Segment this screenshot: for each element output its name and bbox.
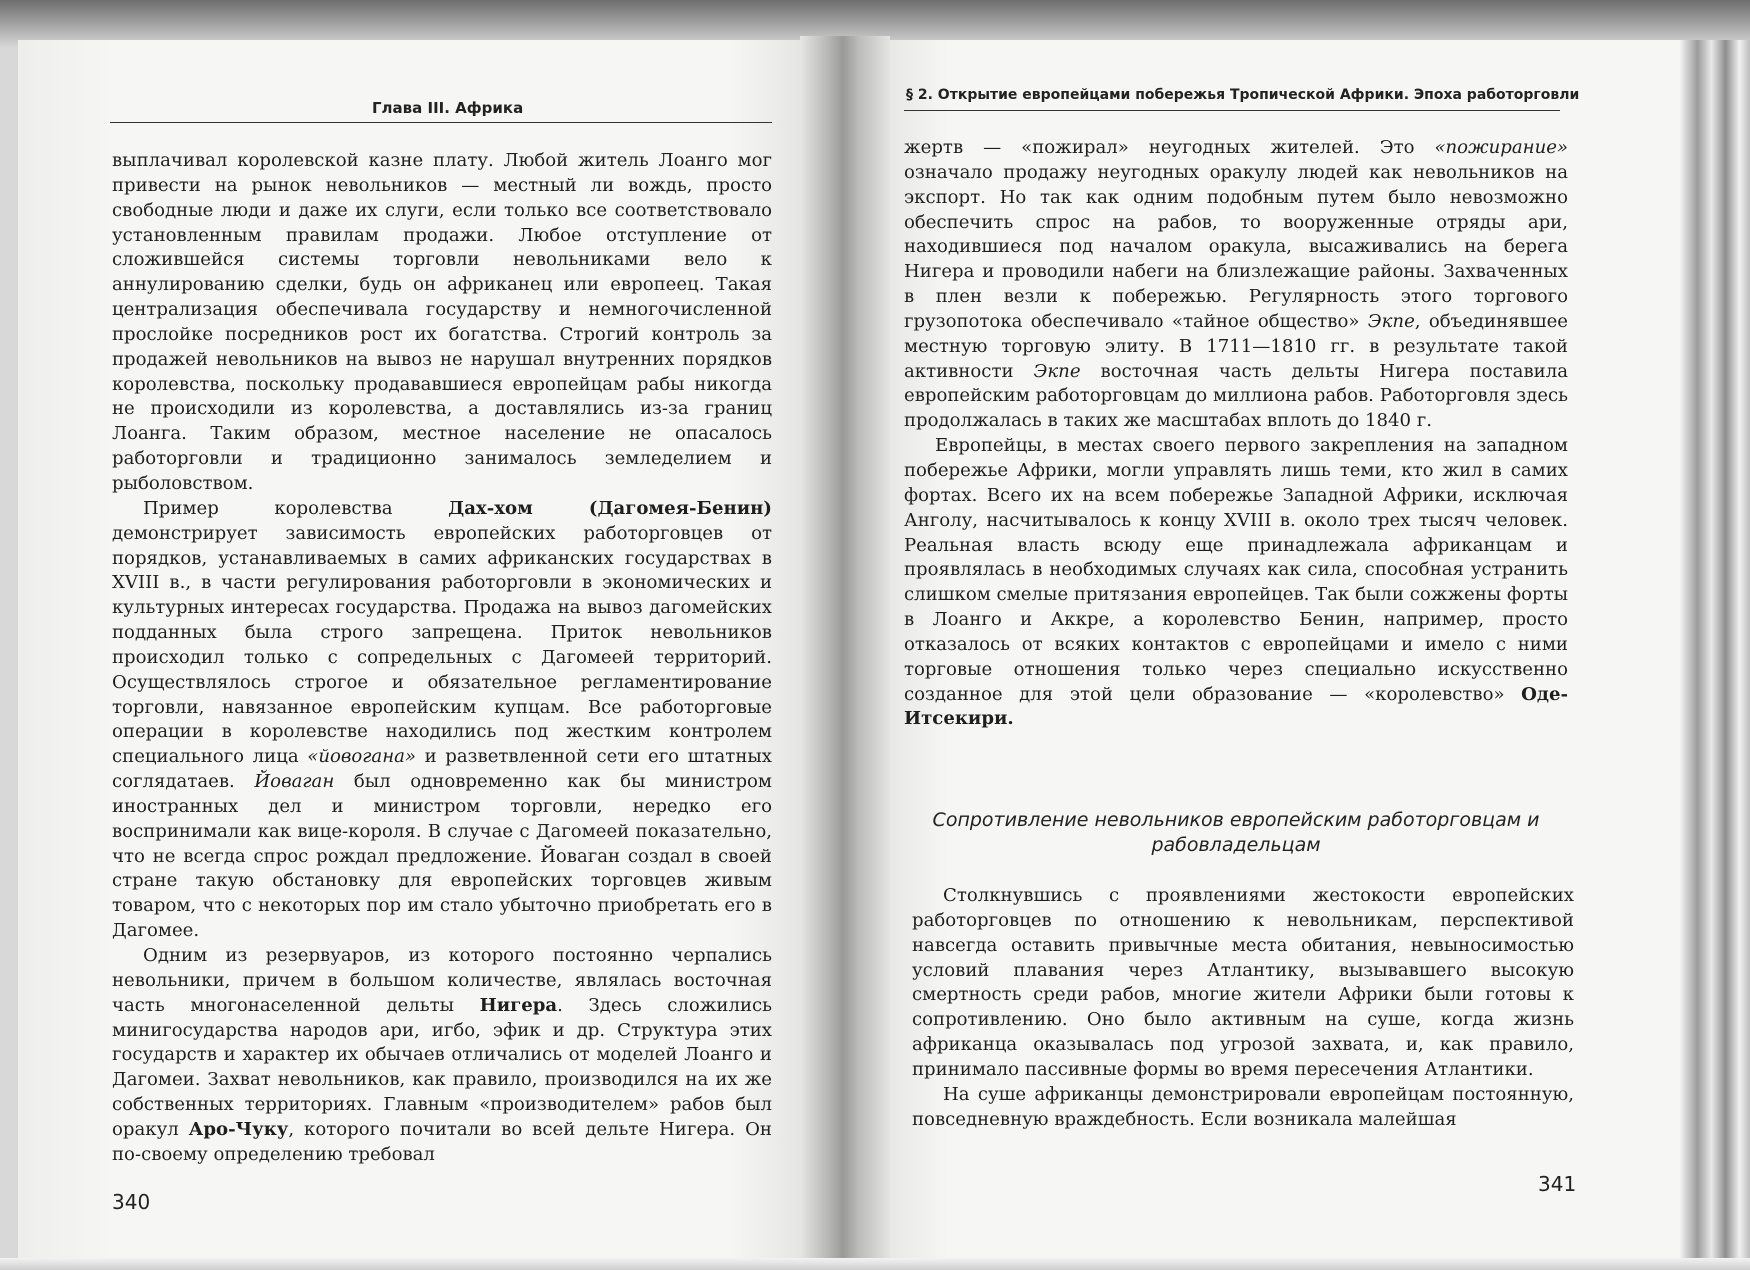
right-running-head: § 2. Открытие европейцами побережья Тропической Африки. Эпоха работорговли [906,87,1580,103]
left-body-text [112,149,772,1168]
right-body-text-top [904,136,1568,732]
right-header-rule [904,110,1560,111]
left-paragraph: Одним из резервуаров, из которого постоянно черпались невольники, причем в большом количестве, являлась восточная часть многонаселенной дельты Нигера. Здесь сложились минигосударства народов ари, игбо, эфик и др. Структура этих государств и характер их обычаев отличались от моделей Лоанго и Дагомеи. Захват невольников, как правило, производился на их же собственных территориях. Главным «производителем» рабов был оракул Аро-Чуку, которого почитали во всей дельте Нигера. Он по-своему определению требовал [112,945,772,1165]
right-top-paragraph: жертв — «пожирал» неугодных жителей. Это «пожирание» означало продажу неугодных оракулу людей как невольников на экспорт. Но так как одним подобным путем было невозможно обеспечить спрос на рабов, то вооруженные отряды ари, находившиеся под началом оракула, высаживались на берега Нигера и проводили набеги на близлежащие районы. Захваченных в плен везли к побережью. Регулярность этого торгового грузопотока обеспечивало «тайное общество» Экпе, объединявшее местную торговую элиту. В 1711—1810 гг. в результате такой активности Экпе восточная часть дельты Нигера поставила европейским работорговцам до миллиона рабов. Работорговля здесь продолжалась в таких же масштабах вплоть до 1840 г. [904,137,1568,432]
left-running-head: Глава III. Африка [372,99,524,117]
bold-term: Нигера [479,994,558,1016]
right-bottom-paragraph: Столкнувшись с проявлениями жестокости европейских работорговцев по отношению к невольникам, перспективой навсегда оставить привычные места обитания, невыносимостью условий плавания через Атлантику, вызывавшего высокую смертность среди рабов, многие жители Африки были готовы к сопротивлению. Оно было активным на суше, когда жизнь африканца оказывалась под угрозой захвата, и, как правило, принимало пассивные формы во время пересечения Атлантики. [912,885,1574,1080]
right-body-text-bottom [912,884,1574,1132]
italic-term: Экпе [1367,310,1415,332]
left-page-number: 340 [112,1190,151,1214]
right-page-number: 341 [1538,1172,1577,1196]
bold-term: Дах-хом (Дагомея-Бенин) [448,497,772,519]
book-gutter [800,36,890,1270]
left-paragraph: выплачивал королевской казне плату. Любой житель Лоанго мог привести на рынок невольников — местный ли вождь, просто свободные люди и даже их слуги, если только все соответствовало установленным правилам продажи. Любое отступление от сложившейся системы торговли невольниками вело к аннулированию сделки, будь он африканец или европеец. Такая централизация обеспечивала государству и немногочисленной прослойке посредников рост их богатства. Строгий контроль за продажей невольников на вывоз не нарушал внутренних порядков королевства, поскольку продававшиеся европейцам рабы никогда не происходили из королевства, а доставлялись из-за границ Лоанга. Таким образом, местное население не опасалось работорговли и традиционно занималось земледелием и рыболовством. [112,150,772,494]
bold-term: Аро-Чуку [188,1118,289,1140]
left-header-rule [110,122,772,123]
italic-term: Экпе [1033,360,1081,382]
section-heading: Сопротивление невольников европейским работорговцам и рабовладельцам [932,809,1540,856]
scan-bottom-edge [0,1258,1750,1270]
page-edges [1680,40,1750,1270]
italic-term: «йовогана» [307,746,416,768]
italic-term: «пожирание» [1434,137,1568,158]
right-top-paragraph: Европейцы, в местах своего первого закрепления на западном побережье Африки, могли управлять лишь теми, кто жил в самих фортах. Всего их на всем побережье Западной Африки, исключая Анголу, насчитывалось к концу XVIII в. около трех тысяч человек. Реальная власть всюду еще принадлежала африканцам и проявлялась в необходимых случаях как сила, способная устранить слишком смелые притязания европейцев. Так были сожжены форты в Лоанго и Аккре, а королевство Бенин, например, просто отказалось от всяких контактов с европейцами и имело с ними торговые отношения только через специально искусственно созданное для этой цели образование — «королевство» Оде-Итсекири. [904,435,1568,730]
italic-term: Йоваган [254,771,335,793]
right-bottom-paragraph: На суше африканцы демонстрировали европейцам постоянную, повседневную враждебность. Если возникала малейшая [912,1083,1574,1130]
left-paragraph: Пример королевства Дах-хом (Дагомея-Бенин) демонстрирует зависимость европейских работорговцев от порядков, устанавливаемых в самих африканских государствах в XVIII в., в части регулирования работорговли в экономических и культурных интересах государства. Продажа на вывоз дагомейских подданных была строго запрещена. Приток невольников происходил только с сопредельных с Дагомеей территорий. Осуществлялось строгое и обязательное регламентирование торговли, навязанное европейским купцам. Все работорговые операции в королевстве находились под жестким контролем специального лица «йовогана» и разветвленной сети его штатных соглядатаев. Йоваган был одновременно как бы министром иностранных дел и министром торговли, нередко его воспринимали как вице-короля. В случае с Дагомеей показательно, что не всегда спрос рождал предложение. Йоваган создал в своей стране такую обстановку для европейских торговцев живым товаром, что с некоторых пор им стало убыточно приобретать его в Дагомее. [112,497,772,942]
bold-term: Оде-Итсекири. [904,683,1568,730]
